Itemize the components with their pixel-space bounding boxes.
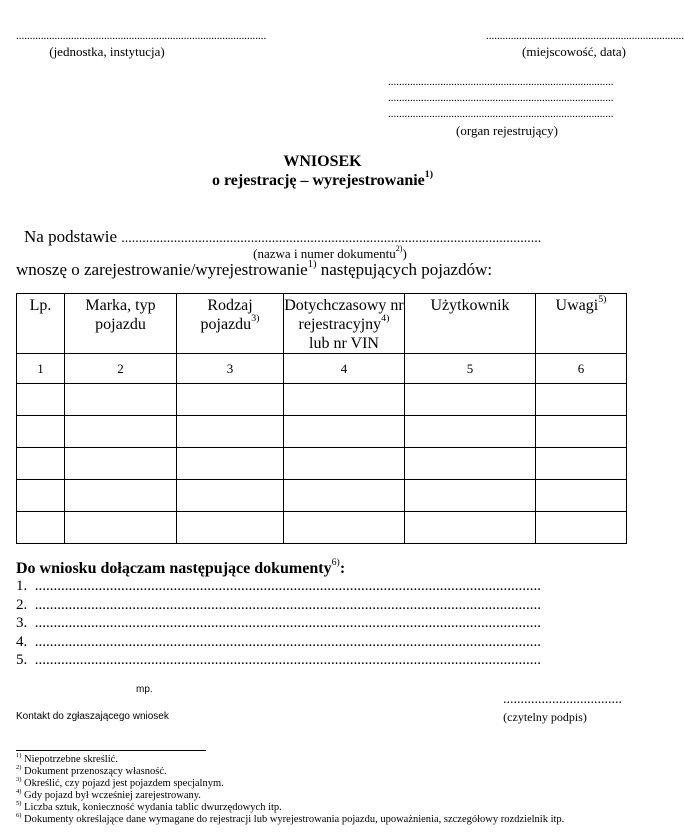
table-row: [17, 480, 627, 512]
table-cell[interactable]: [284, 512, 405, 544]
table-cell[interactable]: [405, 416, 536, 448]
column-number: 6: [536, 354, 627, 384]
header-user: Użytkownik: [405, 294, 536, 354]
table-cell[interactable]: [536, 480, 627, 512]
signature-label: (czytelny podpis): [503, 710, 587, 724]
table-cell[interactable]: [65, 416, 177, 448]
document-line-2[interactable]: 2. .......................................................................................................................................: [16, 597, 541, 613]
column-number: 1: [17, 354, 65, 384]
table-cell[interactable]: [65, 448, 177, 480]
footnote-6: $^{6)}$ Dokumenty określające dane wymagane do rejestracji lub wyrejestrowania pojazdu, upoważnienia, szczegółowy rozdzielnik itp.: [16, 811, 565, 825]
table-cell[interactable]: [536, 416, 627, 448]
table-cell[interactable]: [284, 416, 405, 448]
request-text-main: wnoszę o zarejestrowanie/wyrejestrowanie: [16, 260, 308, 279]
table-cell[interactable]: [536, 384, 627, 416]
footnote-3: $^{3)}$ Określić, czy pojazd jest pojazdem specjalnym.: [16, 775, 224, 789]
document-line-5[interactable]: 5. .......................................................................................................................................: [16, 652, 541, 668]
footnotes-separator: [16, 750, 206, 751]
basis-dots: ........................................................................................................................: [121, 231, 542, 246]
document-line-1[interactable]: 1. .......................................................................................................................................: [16, 578, 541, 594]
table-cell[interactable]: [284, 480, 405, 512]
table-cell[interactable]: [405, 384, 536, 416]
header-lp: Lp.: [17, 294, 65, 354]
unit-label: (jednostka, instytucja): [49, 44, 165, 59]
table-cell[interactable]: [177, 384, 284, 416]
document-line-3[interactable]: 3. .......................................................................................................................................: [16, 615, 541, 631]
organ-label: (organ rejestrujący): [456, 123, 558, 138]
column-number: 4: [284, 354, 405, 384]
organ-dots-2: ..................................................................................: [388, 92, 614, 104]
documents-heading: [16, 557, 346, 578]
basis-sublabel-text: (nazwa i numer dokumentu: [253, 246, 396, 261]
basis-prefix: Na podstawie: [24, 227, 118, 246]
footnote-5: $^{5)}$ Liczba sztuk, konieczność wydania tablic dwurzędowych itp.: [16, 799, 282, 813]
table-cell[interactable]: [536, 512, 627, 544]
request-text: [16, 260, 492, 280]
table-cell[interactable]: [17, 448, 65, 480]
stamp-label: mp.: [136, 684, 153, 695]
contact-label: Kontakt do zgłaszającego wniosek: [16, 711, 169, 722]
table-cell[interactable]: [17, 512, 65, 544]
header-make-type: Marka, typ pojazdu: [65, 294, 177, 354]
footnote-1: $^{1)}$ Niepotrzebne skreślić.: [16, 751, 118, 765]
table-cell[interactable]: [17, 416, 65, 448]
table-cell[interactable]: [177, 448, 284, 480]
footnote-ref-1: 1): [424, 169, 434, 181]
table-header-row: [17, 294, 627, 354]
table-cell[interactable]: [17, 480, 65, 512]
organ-dots-1: ..................................................................................: [388, 76, 614, 88]
table-cell[interactable]: [177, 512, 284, 544]
table-row: [17, 384, 627, 416]
table-cell[interactable]: [65, 512, 177, 544]
vehicles-table: [16, 293, 627, 544]
table-cell[interactable]: [405, 448, 536, 480]
footnote-2: $^{2)}$ Dokument przenoszący własność.: [16, 763, 167, 777]
request-text-end: następujących pojazdów:: [316, 260, 493, 279]
table-cell[interactable]: [405, 512, 536, 544]
table-row: [17, 512, 627, 544]
form-title: WNIOSEK: [283, 153, 362, 170]
table-cell[interactable]: [536, 448, 627, 480]
document-line-4[interactable]: 4. .......................................................................................................................................: [16, 634, 541, 650]
form-subtitle-text: o rejestrację – wyrejestrowanie: [211, 172, 425, 189]
form-subtitle: [0, 169, 645, 190]
table-cell[interactable]: [177, 480, 284, 512]
documents-heading-text: Do wniosku dołączam następujące dokumenty: [16, 560, 332, 577]
table-row: [17, 448, 627, 480]
place-date-dots: ........................................................................: [486, 30, 684, 42]
footnote-ref-6: 6): [331, 557, 340, 569]
table-cell[interactable]: [65, 480, 177, 512]
table-cell[interactable]: [405, 480, 536, 512]
unit-dots: ...........................................................................................: [16, 30, 267, 42]
basis-line: [24, 227, 626, 247]
column-number: 5: [405, 354, 536, 384]
table-cell[interactable]: [284, 448, 405, 480]
documents-heading-end: :: [339, 560, 346, 577]
column-number: 3: [177, 354, 284, 384]
table-cell[interactable]: [284, 384, 405, 416]
header-registration-number: Dotychczasowy nr rejestracyjny$^{4)}$ lub nr VIN: [284, 294, 405, 354]
column-number-row: [17, 354, 627, 384]
header-remarks: Uwagi$^{5)}$: [536, 294, 627, 354]
column-number: 2: [65, 354, 177, 384]
header-vehicle-kind: Rodzaj pojazdu$^{3)}$: [177, 294, 284, 354]
table-row: [17, 416, 627, 448]
basis-sublabel-end: ): [402, 246, 407, 261]
footnote-ref-2: 2): [395, 244, 403, 254]
footnote-ref-1b: 1): [307, 258, 317, 270]
table-cell[interactable]: [65, 384, 177, 416]
footnote-4: $^{4)}$ Gdy pojazd był wcześniej zarejestrowany.: [16, 787, 201, 801]
organ-dots-3: ..................................................................................: [388, 108, 614, 120]
table-cell[interactable]: [17, 384, 65, 416]
place-date-label: (miejscowość, data): [522, 44, 626, 59]
table-cell[interactable]: [177, 416, 284, 448]
signature-dots[interactable]: ..................................: [503, 692, 622, 707]
